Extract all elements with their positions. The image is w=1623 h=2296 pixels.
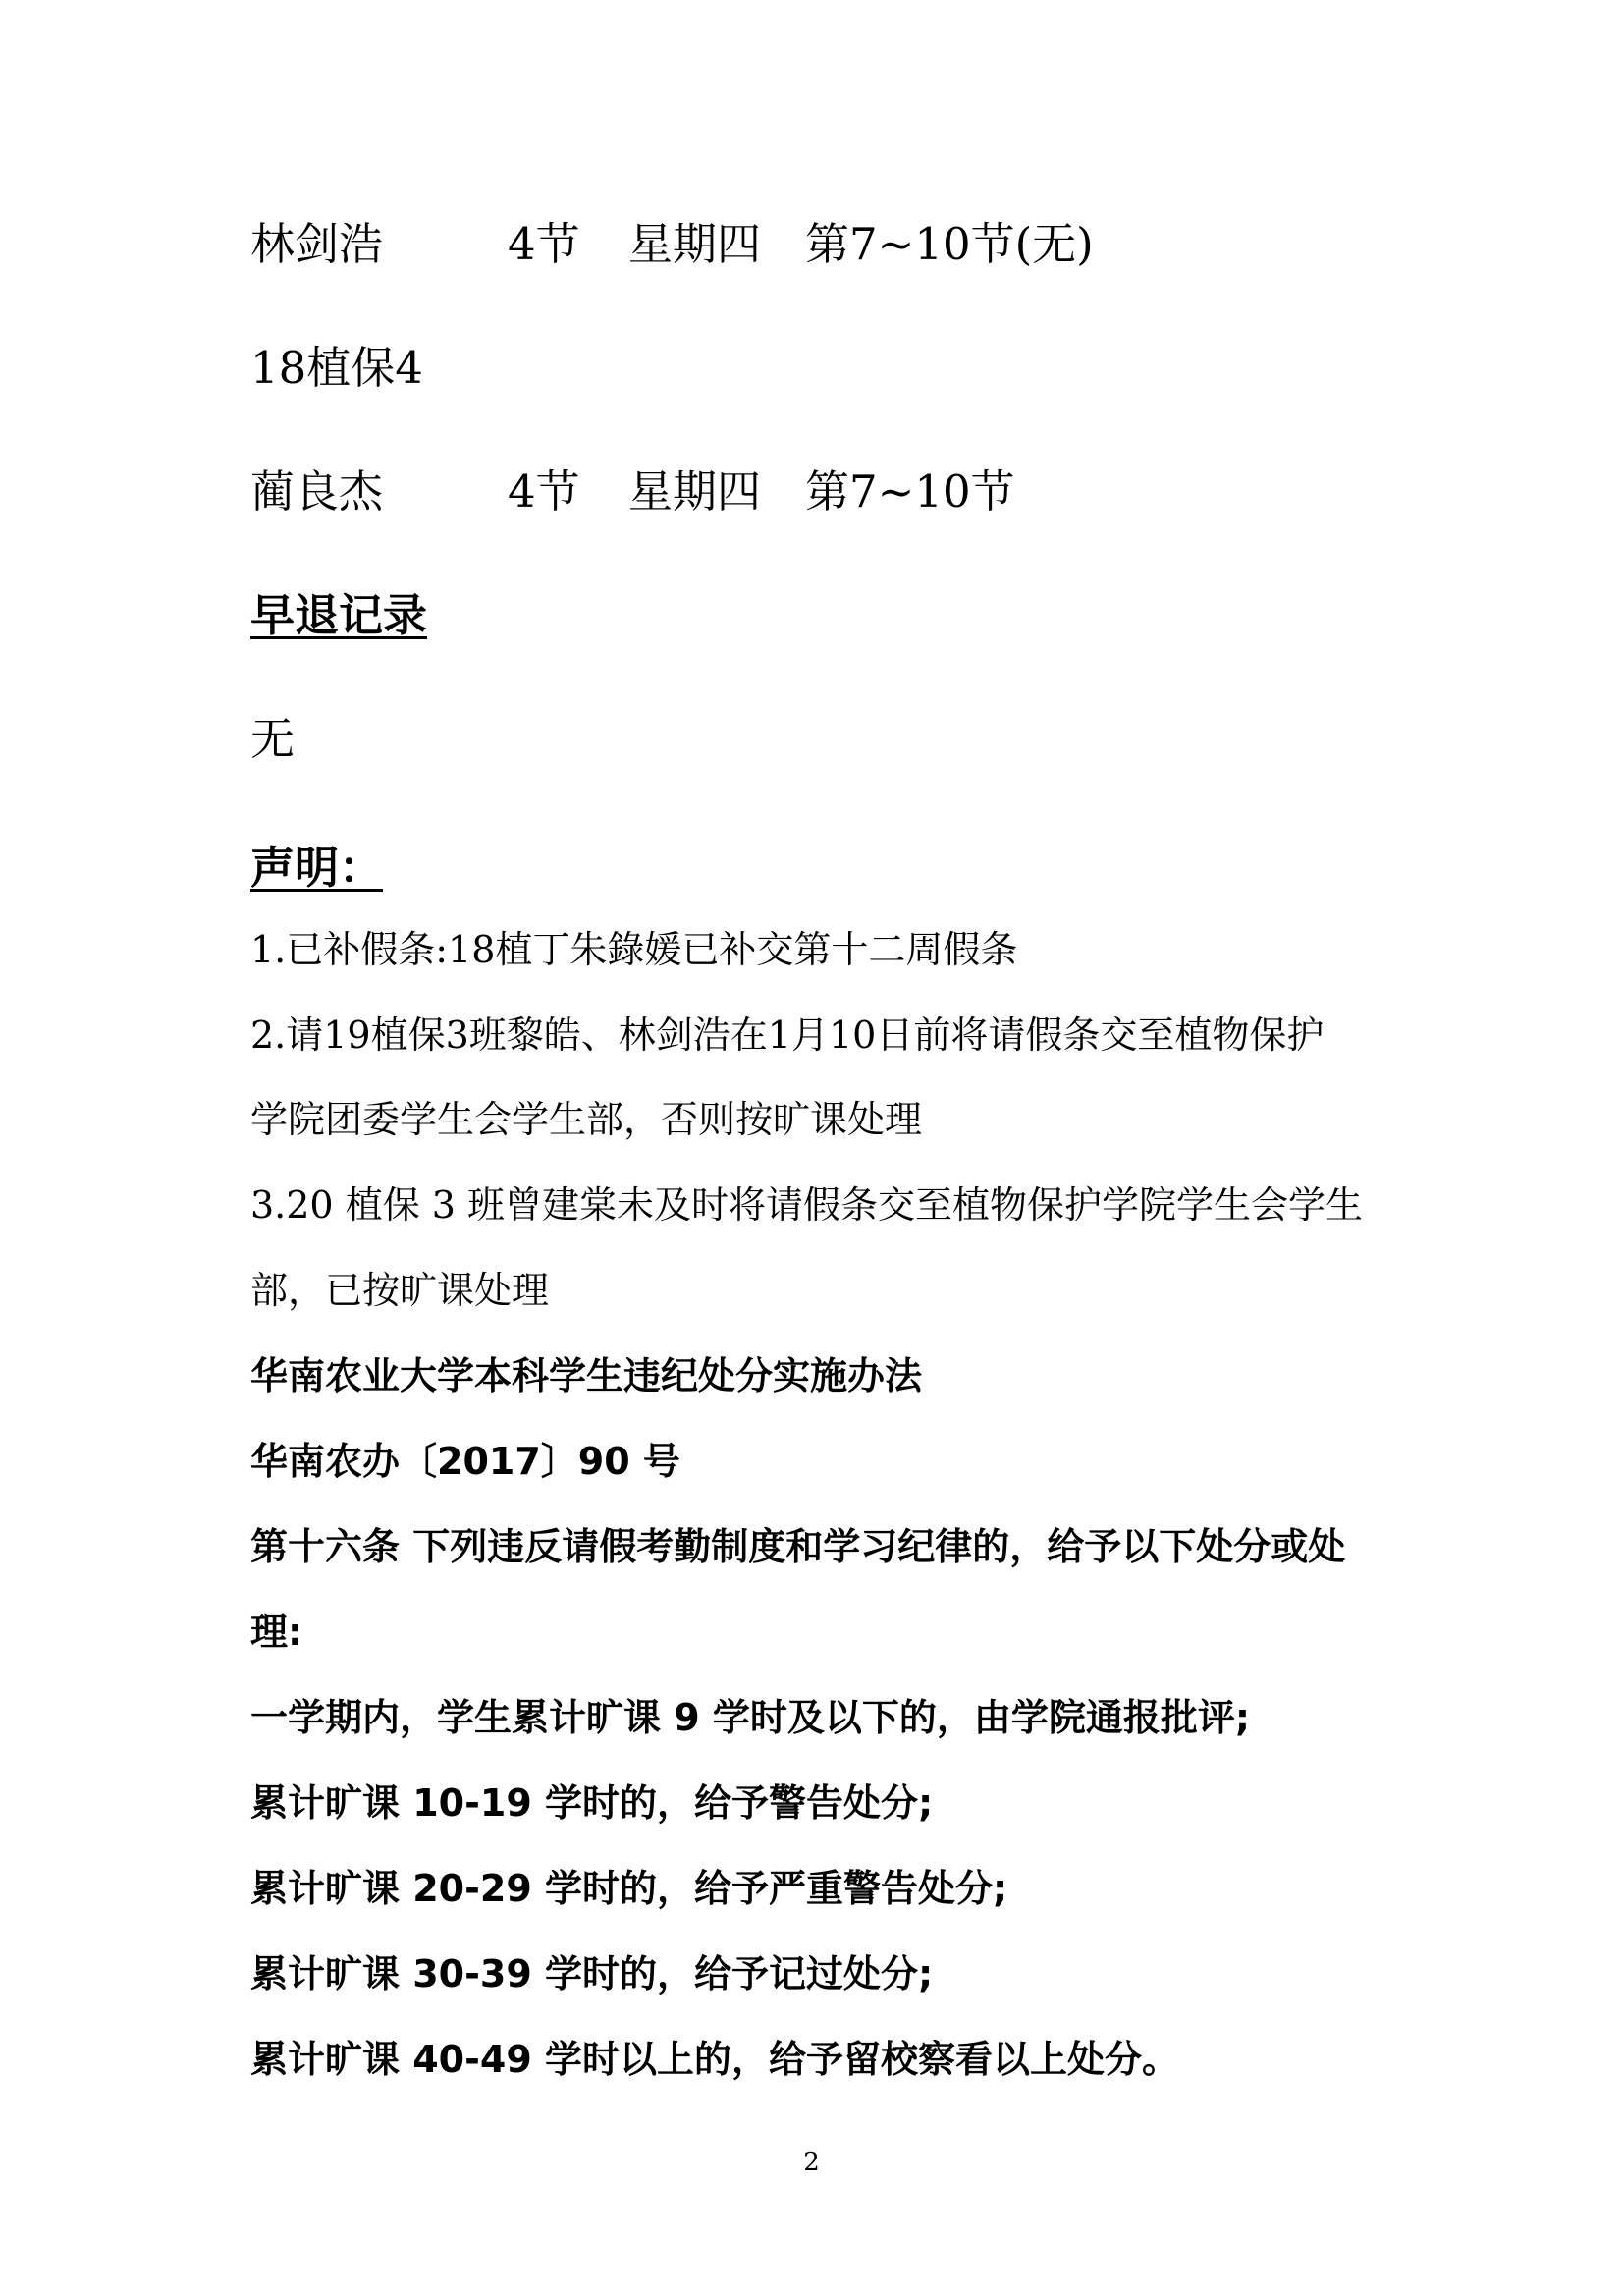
- regulation-doc-number: 华南农办〔2017〕90 号: [250, 1440, 680, 1483]
- record-row: [250, 218, 1094, 270]
- early-leave-heading: 早退记录: [250, 589, 428, 641]
- weekday: 星期四: [628, 465, 762, 518]
- regulation-item: 累计旷课 10-19 学时的，给予警告处分;: [250, 1781, 934, 1825]
- period-range: 第7~10节: [805, 465, 1015, 518]
- period-range: 第7~10节(无): [805, 218, 1094, 270]
- student-name: 林剑浩: [250, 218, 384, 270]
- statement-line: 2.请19植保3班黎皓、林剑浩在1月10日前将请假条交至植物保护: [250, 1013, 1325, 1057]
- record-row: [250, 465, 1015, 518]
- regulation-article-cont: 理:: [250, 1611, 303, 1654]
- regulation-item: 累计旷课 20-29 学时的，给予严重警告处分;: [250, 1867, 1008, 1910]
- statement-line: 学院团委学生会学生部，否则按旷课处理: [250, 1098, 923, 1141]
- student-name: 蔺良杰: [250, 465, 384, 518]
- page-number: 2: [803, 2148, 820, 2177]
- regulation-item: 一学期内，学生累计旷课 9 学时及以下的，由学院通报批评;: [250, 1696, 1251, 1739]
- statement-heading: 声明：: [250, 842, 384, 894]
- weekday: 星期四: [628, 218, 762, 270]
- statement-line: 1.已补假条:18植丁朱錄媛已补交第十二周假条: [250, 928, 1018, 971]
- early-leave-content: 无: [250, 713, 296, 765]
- regulation-item: 累计旷课 40-49 学时以上的，给予留校察看以上处分。: [250, 2038, 1179, 2081]
- period-count: 4节: [508, 465, 580, 518]
- statement-line: 部，已按旷课处理: [250, 1269, 550, 1312]
- regulation-article: 第十六条 下列违反请假考勤制度和学习纪律的，给予以下处分或处: [250, 1525, 1346, 1568]
- regulation-title: 华南农业大学本科学生违纪处分实施办法: [250, 1354, 923, 1397]
- period-count: 4节: [508, 218, 580, 270]
- statement-line: 3.20 植保 3 班曾建棠未及时将请假条交至植物保护学院学生会学生: [250, 1183, 1364, 1227]
- class-heading: 18植保4: [250, 342, 423, 394]
- regulation-item: 累计旷课 30-39 学时的，给予记过处分;: [250, 1952, 934, 1995]
